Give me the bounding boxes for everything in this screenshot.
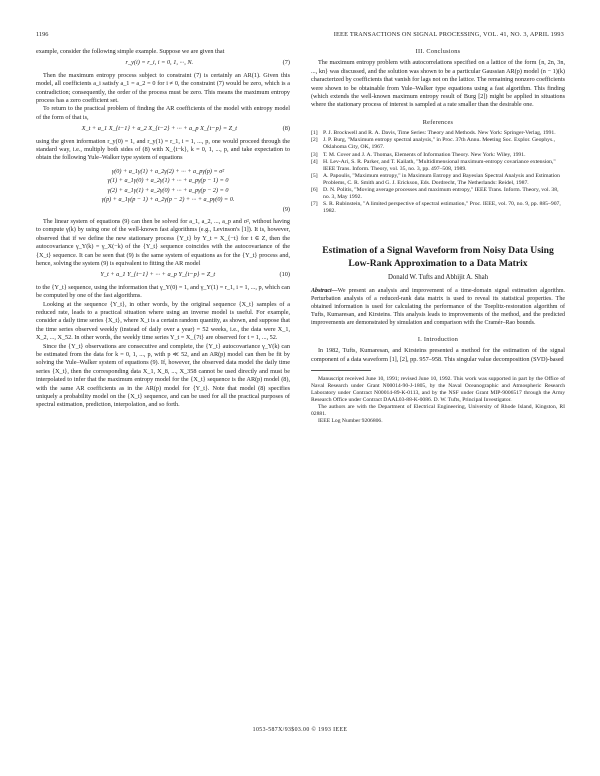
journal-running-head: IEEE TRANSACTIONS ON SIGNAL PROCESSING, VOL. 41, NO. 3, APRIL 1993: [333, 31, 564, 38]
reference-item: [3] T. M. Cover and J. A. Thomas, Elements of Information Theory. New York: Wiley, 1991.: [311, 151, 526, 158]
reference-item: [4] H. Lev-Ari, S. R. Parker, and T. Kailath, "Multidimensional maximum-entropy covariance extension," IEEE Trans. Inform. Theory, vol. 35, no. 3, pp. 497–508, 1989.: [311, 158, 556, 172]
left-column: [36, 48, 290, 410]
reference-item: [7] S. R. Rubinstein, "A limited perspective of spectral estimation," Proc. IEEE, vol. 70, no. 9, pp. 885–907, 1982.: [311, 201, 561, 215]
copyright-line: 1053-587X/93$03.00 © 1993 IEEE: [252, 727, 348, 733]
equation-system-9: γ(0) + a_1γ(1) + a_2γ(2) + ··· + a_pγ(p) = σ² γ(1) + a_1γ(0) + a_2γ(1) + ··· + a_pγ(p − 1) = 0 γ(2) + a_1γ(1) + a_2γ(0) + ··· + a_pγ(p − 2) = 0 γ(p) + a_1γ(p − 1) + a_2γ(p − 2) + ··· + a_pγ(0) = 0. (9): [101, 167, 290, 213]
footnote: Manuscript received June 10, 1991; revised June 10, 1992. This work was supported in part by the Office of Naval Research under Grant N00014-90-J-1805, by the Naval Oceanographic and Atmospheric Research Laboratory under Contract N00014-89-K-0113, and by the NSF under Grant MIP-9006517 through the Army Research Office under Contract DAAL03-88-K-0086. D. W. Tufts, Principal Investigator. The authors are with the Department of Electrical Engineering, University of Rhode Island, Kingston, RI 02881. IEEE Log Number 9206806.: [311, 375, 565, 424]
paragraph: example, consider the following simple example. Suppose we are given that: [36, 48, 225, 55]
paragraph: Looking at the sequence {Y_t}, in other words, by the original sequence {X_t} samples of a reduced rate, leads to a practical situation where using an inverse model is useful. For example, consider a daily time series {X_t}, where X_t is a certain random quantity, as shown, and suppose that the time series observed weekly (instead of daily over a year) = 52 weeks, i.e., the data were X_1, X_2, ..., X_52. In other words, the weekly time series Y_t = X_{7t} are observed for t = 1, ..., 52.: [36, 300, 290, 342]
equation-7: r_y(i) = r_i, i = 0, 1, ···, N. (7): [125, 59, 290, 67]
equation-10: Y_t + a_1 Y_{t−1} + ··· + a_p Y_{t−p} = Z_t (10): [100, 271, 290, 279]
paragraph: using the given information r_y(0) = 1, and r_y(1) = r_1, i = 1, ..., p, one would proceed through the standard way, i.e., multiply both sides of (8) with X_{t−k}, k = 0, 1, ..., p, and take expectation to obtain the following Yule–Walker type system of equations: [36, 137, 290, 162]
abstract-label: Abstract—: [311, 288, 338, 295]
page-number: 1196: [36, 31, 49, 38]
paragraph: Then the maximum entropy process subject to constraint (7) is certainly an AR(1). Given this model, all coefficients a_i satisfy a_1 = a_2 = 0 for i ≠ 0, the constraint (7) would be zero, which is a contradiction; consequently, the order of the process must be zero. This means the maximum entropy process has a zero coefficient set.: [36, 71, 290, 105]
paragraph: The linear system of equations (9) can then be solved for a_1, a_2, ..., a_p and σ², without having to compute γ(k) by using one of the well-known fast algorithms (e.g., Levinson's [1]). It is, however, observed that if we define the new stationary process {Y_t} by Y_t = X_{−t} for t ∈ Z, then the autocovariance γ_Y(k) = γ_X(−k) of the {Y_t} sequence coincides with the autocovariance of the {X_t} sequence. It can be seen that (9) is the same system of equations as for the {Y_t} process and, hence, solving the system (9) is equivalent to fitting the AR model: [36, 217, 290, 267]
article-title: Estimation of a Signal Waveform from Noisy Data Using Low-Rank Approximation to a Data Matrix: [322, 245, 554, 269]
references-heading: References: [422, 118, 454, 126]
abstract: [311, 288, 565, 328]
paragraph: To return to the practical problem of finding the AR coefficients of the model with entropy model of the form of that is,: [36, 105, 290, 121]
abstract-text: We present an analysis and improvement of a time-domain signal estimation algorithm. Perturbation analysis of a reduced-rank data matrix is used to reveal its statistical properties. The obtained information is used for calculating the performance of the Toeplitz-restoration algorithm of Tufts, Kumaresan, and Kirsteins. This analysis leads to improvements of the method, and the predicted improvements are demonstrated by simulation and comparison with the Cramér–Rao bounds.: [311, 288, 565, 326]
page-header: [36, 31, 564, 43]
section-heading: III. Conclusions: [415, 48, 461, 55]
reference-item: [2] J. P. Burg, "Maximum entropy spectral analysis," in Proc. 37th Annu. Meeting Soc. Explor. Geophys., Oklahoma City, OK, 1967.: [311, 137, 556, 151]
section-heading: I. Introduction: [417, 335, 459, 343]
paragraph: Since the {Y_t} observations are consecutive and complete, the {Y_t} autocovariance γ_Y(k) can be estimated from the data for k = 0, 1, ..., p, with p ≪ 52, and an AR(p) model can then be fit by solving the Yule–Walker system of equations (9). If, however, the observed data model the daily time series {X_t}, then the corresponding data X_1, X_8, ..., X_358 cannot be used directly and must be interpolated to infer that the maximum entropy model for the {X_t} sequence is the AR(p) model (8), with the same AR coefficients as in the AR(p) model for {Y_t}. Note that model (8) specifies uniquely a probability model on the {X_t} sequence, and can be used for all the practical purposes of spectral estimation, prediction, interpolation, and so forth.: [36, 342, 290, 409]
paragraph: The maximum entropy problem with autocorrelations specified on a lattice of the form {n, 2n, 3n, ..., kn} was discussed, and the solution was shown to be a particular Gaussian AR(p) model (n − 1)(k) characterized by coefficients that vanish for lags not on the lattice. The remaining nonzero coefficients were shown to be obtainable from Yule–Walker type equations using a fast algorithm. This finding (which extends the well-known maximum entropy result of Burg [2]) might be applied in situations where the stationary process of interest is sampled at a rate smaller than the desirable one.: [311, 59, 565, 109]
reference-list: [311, 130, 565, 215]
reference-item: [5] A. Papoulis, "Maximum entropy," in Maximum Entropy and Bayesian Spectral Analysis and Estimation Problems, C. R. Smith and G. J. Erickson, Eds. Dordrecht, The Netherlands: Reidel, 1987.: [311, 172, 560, 186]
paragraph: to the {Y_t} sequence, using the information that γ_Y(0) = 1, and γ_Y(1) = r_1, i = 1, ..., p, which can be computed by one of the fast algorithms.: [36, 283, 290, 300]
right-column: [311, 48, 565, 425]
reference-item: [1] P. J. Brockwell and R. A. Davis, Time Series: Theory and Methods. New York: Springer-Verlag, 1991.: [311, 130, 556, 137]
reference-item: [6] D. N. Politis, "Moving average processes and maximum entropy," IEEE Trans. Inform. Theory, vol. 38, no. 3, May 1992.: [311, 187, 559, 201]
article-authors: Donald W. Tufts and Abhijit A. Shah: [387, 273, 489, 281]
footnote-rule: [311, 370, 371, 371]
paragraph: In 1982, Tufts, Kumaresan, and Kirsteins presented a method for the estimation of the signal component of a data waveform [1], [2], pp. 957–958. This singular value decomposition (SVD)-based: [311, 347, 565, 363]
equation-8: X_t + a_1 X_{t−1} + a_2 X_{t−2} + ··· + a_p X_{t−p} = Z_t (8): [81, 125, 290, 133]
